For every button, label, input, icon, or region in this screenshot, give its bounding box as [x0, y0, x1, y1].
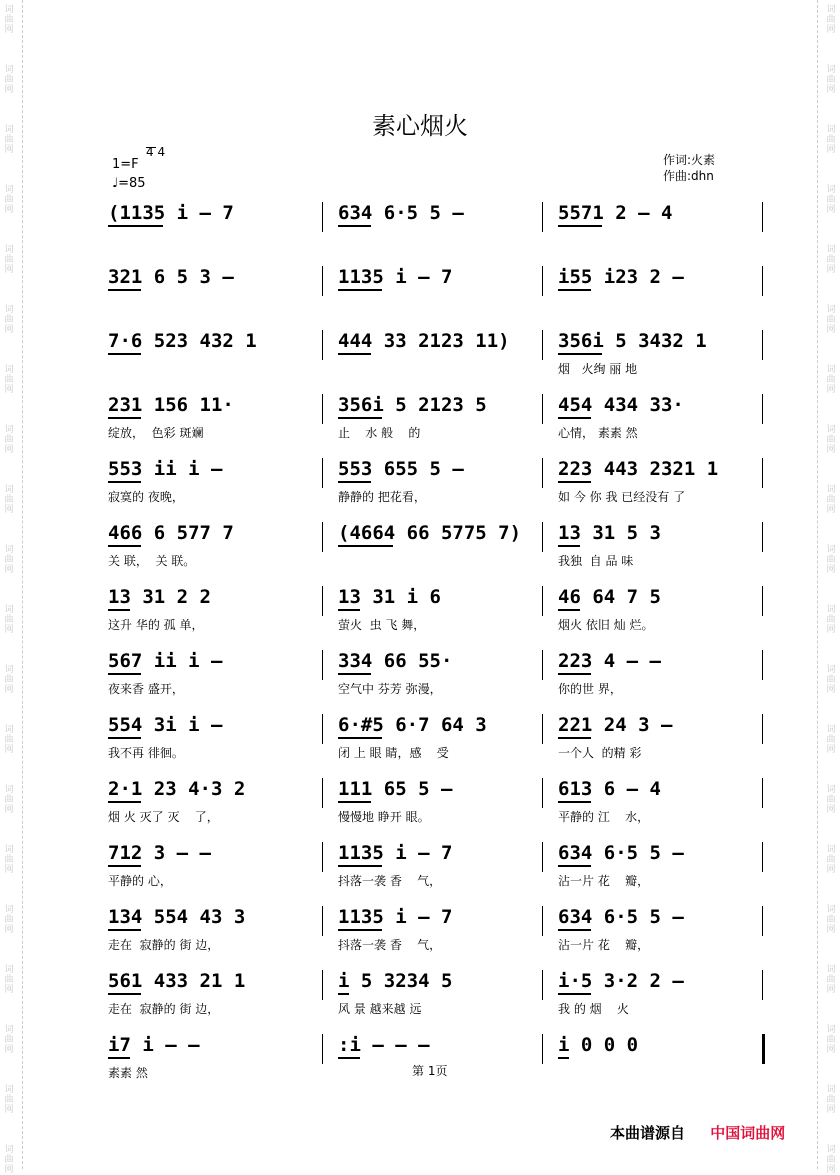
watermark-text: 词 曲 网: [4, 185, 14, 215]
beam-underline: [108, 417, 141, 419]
notes: 2·1 23 4·3 2: [108, 778, 246, 800]
watermark-text: 词 曲 网: [4, 485, 14, 515]
lyric: 沾一片 花 瓣，: [558, 938, 650, 952]
beam-underline: [338, 545, 393, 547]
measure: [556, 456, 766, 506]
measure: [336, 584, 546, 634]
tempo-marking: ♩=85: [112, 176, 146, 191]
barline: [542, 1034, 543, 1064]
notes: 634 6·5 5 –: [558, 906, 684, 928]
key-signature: 1=F: [112, 157, 139, 172]
notes: 5571 2 – 4: [558, 202, 673, 224]
watermark-text: 词 曲 网: [4, 65, 14, 95]
notes: 356i 5 3432 1: [558, 330, 707, 352]
notes: 134 554 43 3: [108, 906, 246, 928]
measure: [336, 840, 546, 890]
notes: 634 6·5 5 –: [558, 842, 684, 864]
notes: 46 64 7 5: [558, 586, 661, 608]
measure: [556, 904, 766, 954]
barline: [542, 458, 543, 488]
barline: [542, 202, 543, 232]
measure: [336, 776, 546, 826]
watermark-text: 词 曲 网: [826, 725, 836, 755]
barline: [762, 842, 763, 872]
beam-underline: [558, 545, 580, 547]
watermark-text: 词 曲 网: [826, 845, 836, 875]
lyricist: 作词:火素: [663, 153, 716, 167]
watermark-text: 词 曲 网: [4, 725, 14, 755]
watermark-text: 词 曲 网: [826, 665, 836, 695]
barline: [322, 906, 323, 936]
score-row: [106, 968, 766, 1018]
watermark-text: 词 曲 网: [826, 185, 836, 215]
measure: [106, 648, 316, 698]
notes: 7·6 523 432 1: [108, 330, 257, 352]
beam-underline: [338, 417, 382, 419]
notes: 356i 5 2123 5: [338, 394, 487, 416]
notes: 13 31 2 2: [108, 586, 211, 608]
watermark-text: 词 曲 网: [826, 605, 836, 635]
lyric: 我不再 徘徊。: [108, 746, 184, 760]
measure: [106, 776, 316, 826]
notes: 712 3 – –: [108, 842, 211, 864]
time-sig-top: 4: [146, 145, 154, 159]
measure: [106, 904, 316, 954]
measure: [336, 968, 546, 1018]
barline: [762, 1034, 765, 1064]
site-name-link[interactable]: 中国词曲网: [710, 1124, 786, 1142]
beam-underline: [108, 353, 141, 355]
barline: [762, 714, 763, 744]
beam-underline: [108, 289, 141, 291]
measure: [556, 648, 766, 698]
measure: [556, 840, 766, 890]
notes: i 0 0 0: [558, 1034, 639, 1056]
composer: 作曲:dhn: [663, 169, 714, 183]
lyric: 这升 华的 孤 单，: [108, 618, 204, 632]
measure: [336, 392, 546, 442]
watermark-text: 词 曲 网: [4, 425, 14, 455]
measure: [106, 392, 316, 442]
barline: [762, 970, 763, 1000]
barline: [322, 266, 323, 296]
notes: 13 31 5 3: [558, 522, 661, 544]
lyric: 抖落一袭 香 气，: [338, 874, 442, 888]
measure: [336, 456, 546, 506]
beam-underline: [108, 1057, 130, 1059]
notes: 1135 i – 7: [338, 842, 453, 864]
watermark-text: 词 曲 网: [826, 785, 836, 815]
barline: [542, 778, 543, 808]
beam-underline: [338, 929, 382, 931]
notes: 553 655 5 –: [338, 458, 464, 480]
notes: 231 156 11·: [108, 394, 234, 416]
time-sig-bottom: 4: [157, 145, 166, 159]
notes: :i – – –: [338, 1034, 430, 1056]
measure: [556, 200, 766, 250]
lyric: 我独 自 品 味: [558, 554, 634, 568]
barline: [322, 458, 323, 488]
watermark-text: 词 曲 网: [826, 65, 836, 95]
watermark-text: 词 曲 网: [4, 905, 14, 935]
beam-underline: [558, 929, 591, 931]
measure: [106, 264, 316, 314]
watermark-text: 词 曲 网: [4, 1025, 14, 1055]
measure: [556, 584, 766, 634]
notes: 634 6·5 5 –: [338, 202, 464, 224]
notes: 6·#5 6·7 64 3: [338, 714, 487, 736]
notes: 1135 i – 7: [338, 906, 453, 928]
beam-underline: [558, 673, 591, 675]
beam-underline: [108, 673, 141, 675]
beam-underline: [338, 737, 382, 739]
score-row: [106, 200, 766, 250]
beam-underline: [108, 865, 141, 867]
barline: [762, 330, 763, 360]
beam-underline: [338, 289, 382, 291]
notes: i 5 3234 5: [338, 970, 453, 992]
barline: [542, 522, 543, 552]
notes: i55 i23 2 –: [558, 266, 684, 288]
beam-underline: [338, 801, 371, 803]
measure: [336, 904, 546, 954]
watermark-text: 词 曲 网: [826, 485, 836, 515]
beam-underline: [558, 1057, 569, 1059]
lyric: 走在 寂静的 街 边，: [108, 1002, 220, 1016]
barline: [322, 650, 323, 680]
lyric: 平静的 心，: [108, 874, 172, 888]
watermark-text: 词 曲 网: [4, 5, 14, 35]
beam-underline: [338, 609, 360, 611]
barline: [762, 202, 763, 232]
lyric: 抖落一袭 香 气，: [338, 938, 442, 952]
barline: [322, 970, 323, 1000]
notes: 553 ii i –: [108, 458, 223, 480]
lyric: 烟火 依旧 灿 烂。: [558, 618, 654, 632]
measure: [106, 328, 316, 378]
lyric: 我 的 烟 火: [558, 1002, 629, 1016]
lyric: 走在 寂静的 街 边，: [108, 938, 220, 952]
barline: [542, 330, 543, 360]
lyric: 绽放， 色彩 斑斓: [108, 426, 204, 440]
score-row: [106, 840, 766, 890]
beam-underline: [558, 353, 602, 355]
watermark-text: 词 曲 网: [826, 965, 836, 995]
notes: 223 443 2321 1: [558, 458, 719, 480]
watermark-text: 词 曲 网: [826, 1025, 836, 1055]
beam-underline: [108, 545, 141, 547]
beam-underline: [558, 417, 591, 419]
barline: [322, 842, 323, 872]
notes: (4664 66 5775 7): [338, 522, 522, 544]
barline: [762, 778, 763, 808]
barline: [542, 650, 543, 680]
lyric: 平静的 江 水，: [558, 810, 650, 824]
barline: [762, 458, 763, 488]
beam-underline: [338, 225, 371, 227]
barline: [762, 394, 763, 424]
beam-underline: [338, 1057, 360, 1059]
measure: [556, 392, 766, 442]
measure: [556, 1032, 766, 1082]
barline: [762, 650, 763, 680]
beam-underline: [108, 609, 130, 611]
measure: [336, 520, 546, 570]
measure: [106, 520, 316, 570]
barline: [322, 714, 323, 744]
watermark-text: 词 曲 网: [826, 905, 836, 935]
watermark-text: 词 曲 网: [826, 1145, 836, 1175]
barline: [322, 1034, 323, 1064]
watermark-text: 词 曲 网: [4, 1145, 14, 1175]
notes: 567 ii i –: [108, 650, 223, 672]
lyric: 风 景 越来越 远: [338, 1002, 422, 1016]
notes: 466 6 577 7: [108, 522, 234, 544]
time-sig-line: [146, 147, 156, 198]
measure: [556, 520, 766, 570]
notes: 111 65 5 –: [338, 778, 453, 800]
beam-underline: [338, 353, 371, 355]
lyric: 如 今 你 我 已经没有 了: [558, 490, 686, 504]
watermark-text: 词 曲 网: [4, 305, 14, 335]
beam-underline: [108, 993, 141, 995]
lyric: 闭 上 眼 睛，感 受: [338, 746, 449, 760]
score-row: [106, 904, 766, 954]
score-row: [106, 456, 766, 506]
barline: [542, 970, 543, 1000]
lyric: 止 水 般 的: [338, 426, 421, 440]
notes: 221 24 3 –: [558, 714, 673, 736]
beam-underline: [558, 609, 580, 611]
lyric: 心情， 素素 然: [558, 426, 638, 440]
watermark-text: 词 曲 网: [4, 785, 14, 815]
lyric: 一个人 的精 彩: [558, 746, 642, 760]
notes: i7 i – –: [108, 1034, 200, 1056]
measure: [106, 200, 316, 250]
watermark-text: 词 曲 网: [4, 605, 14, 635]
measure: [556, 328, 766, 378]
notes: 613 6 – 4: [558, 778, 661, 800]
watermark-text: 词 曲 网: [826, 1085, 836, 1115]
watermark-text: 词 曲 网: [826, 545, 836, 575]
watermark-text: 词 曲 网: [4, 965, 14, 995]
beam-underline: [338, 481, 371, 483]
measure: [336, 328, 546, 378]
beam-underline: [558, 865, 591, 867]
barline: [542, 714, 543, 744]
barline: [322, 202, 323, 232]
notes: 13 31 i 6: [338, 586, 441, 608]
score-row: [106, 264, 766, 314]
notes: 334 66 55·: [338, 650, 453, 672]
barline: [542, 586, 543, 616]
measure: [556, 968, 766, 1018]
score-row: [106, 712, 766, 762]
measure: [336, 200, 546, 250]
score-row: [106, 392, 766, 442]
lyric: 沾一片 花 瓣，: [558, 874, 650, 888]
measure: [336, 648, 546, 698]
notes: 554 3i i –: [108, 714, 223, 736]
watermark-text: 词 曲 网: [826, 245, 836, 275]
lyric: 寂寞的 夜晚，: [108, 490, 184, 504]
notes: 444 33 2123 11): [338, 330, 510, 352]
barline: [762, 906, 763, 936]
beam-underline: [558, 225, 602, 227]
lyric: 慢慢地 睁开 眼。: [338, 810, 430, 824]
lyric: 烟 火 灭了 灭 了，: [108, 810, 219, 824]
barline: [542, 394, 543, 424]
watermark-text: 词 曲 网: [826, 125, 836, 155]
time-signature: [146, 146, 165, 159]
score-row: [106, 776, 766, 826]
watermark-text: 词 曲 网: [4, 545, 14, 575]
watermark-text: 词 曲 网: [4, 1085, 14, 1115]
watermark-text: 词 曲 网: [826, 425, 836, 455]
notes: (1135 i – 7: [108, 202, 234, 224]
score-row: [106, 584, 766, 634]
lyric: 关 联， 关 联。: [108, 554, 196, 568]
barline: [762, 266, 763, 296]
barline: [322, 394, 323, 424]
measure: [556, 712, 766, 762]
measure: [106, 712, 316, 762]
notes: 454 434 33·: [558, 394, 684, 416]
beam-underline: [108, 737, 141, 739]
measure: [336, 712, 546, 762]
score-row: [106, 520, 766, 570]
barline: [542, 906, 543, 936]
measure: [556, 776, 766, 826]
credits: [663, 152, 715, 184]
beam-underline: [338, 993, 349, 995]
lyric: 空气中 芬芳 弥漫，: [338, 682, 442, 696]
song-title: 素心烟火: [372, 112, 468, 140]
measure: [556, 264, 766, 314]
lyric: 烟 火绚 丽 地: [558, 362, 638, 376]
beam-underline: [558, 993, 591, 995]
notes: 1135 i – 7: [338, 266, 453, 288]
beam-underline: [108, 481, 141, 483]
measure: [106, 456, 316, 506]
barline: [322, 330, 323, 360]
beam-underline: [108, 225, 163, 227]
watermark-text: 词 曲 网: [4, 665, 14, 695]
barline: [542, 842, 543, 872]
barline: [762, 522, 763, 552]
barline: [542, 266, 543, 296]
score-row: [106, 328, 766, 378]
measure: [106, 1032, 316, 1082]
watermark-text: 词 曲 网: [826, 5, 836, 35]
right-watermark-strip: [817, 0, 840, 1175]
beam-underline: [338, 865, 382, 867]
barline: [322, 522, 323, 552]
watermark-text: 词 曲 网: [4, 245, 14, 275]
notes: i·5 3·2 2 –: [558, 970, 684, 992]
measure: [106, 968, 316, 1018]
notes: 321 6 5 3 –: [108, 266, 234, 288]
watermark-text: 词 曲 网: [4, 125, 14, 155]
lyric: 静静的 把花看，: [338, 490, 426, 504]
beam-underline: [338, 673, 371, 675]
measure: [106, 584, 316, 634]
measure: [106, 840, 316, 890]
measure: [336, 264, 546, 314]
source-label: 本曲谱源自: [610, 1124, 686, 1142]
lyric: 夜来香 盛开，: [108, 682, 184, 696]
lyric: 萤火 虫 飞 舞，: [338, 618, 426, 632]
watermark-text: 词 曲 网: [4, 845, 14, 875]
left-watermark-strip: [0, 0, 23, 1175]
watermark-text: 词 曲 网: [826, 305, 836, 335]
beam-underline: [108, 801, 141, 803]
beam-underline: [108, 929, 141, 931]
beam-underline: [558, 289, 591, 291]
barline: [322, 586, 323, 616]
page-number: 第 1页: [412, 1064, 448, 1078]
beam-underline: [558, 737, 591, 739]
watermark-text: 词 曲 网: [826, 365, 836, 395]
notes: 223 4 – –: [558, 650, 661, 672]
barline: [762, 586, 763, 616]
footer-source: [610, 1122, 785, 1143]
lyric: 素素 然: [108, 1066, 148, 1080]
beam-underline: [558, 801, 591, 803]
notes: 561 433 21 1: [108, 970, 246, 992]
barline: [322, 778, 323, 808]
watermark-text: 词 曲 网: [4, 365, 14, 395]
beam-underline: [558, 481, 591, 483]
score-row: [106, 648, 766, 698]
lyric: 你的世 界，: [558, 682, 622, 696]
